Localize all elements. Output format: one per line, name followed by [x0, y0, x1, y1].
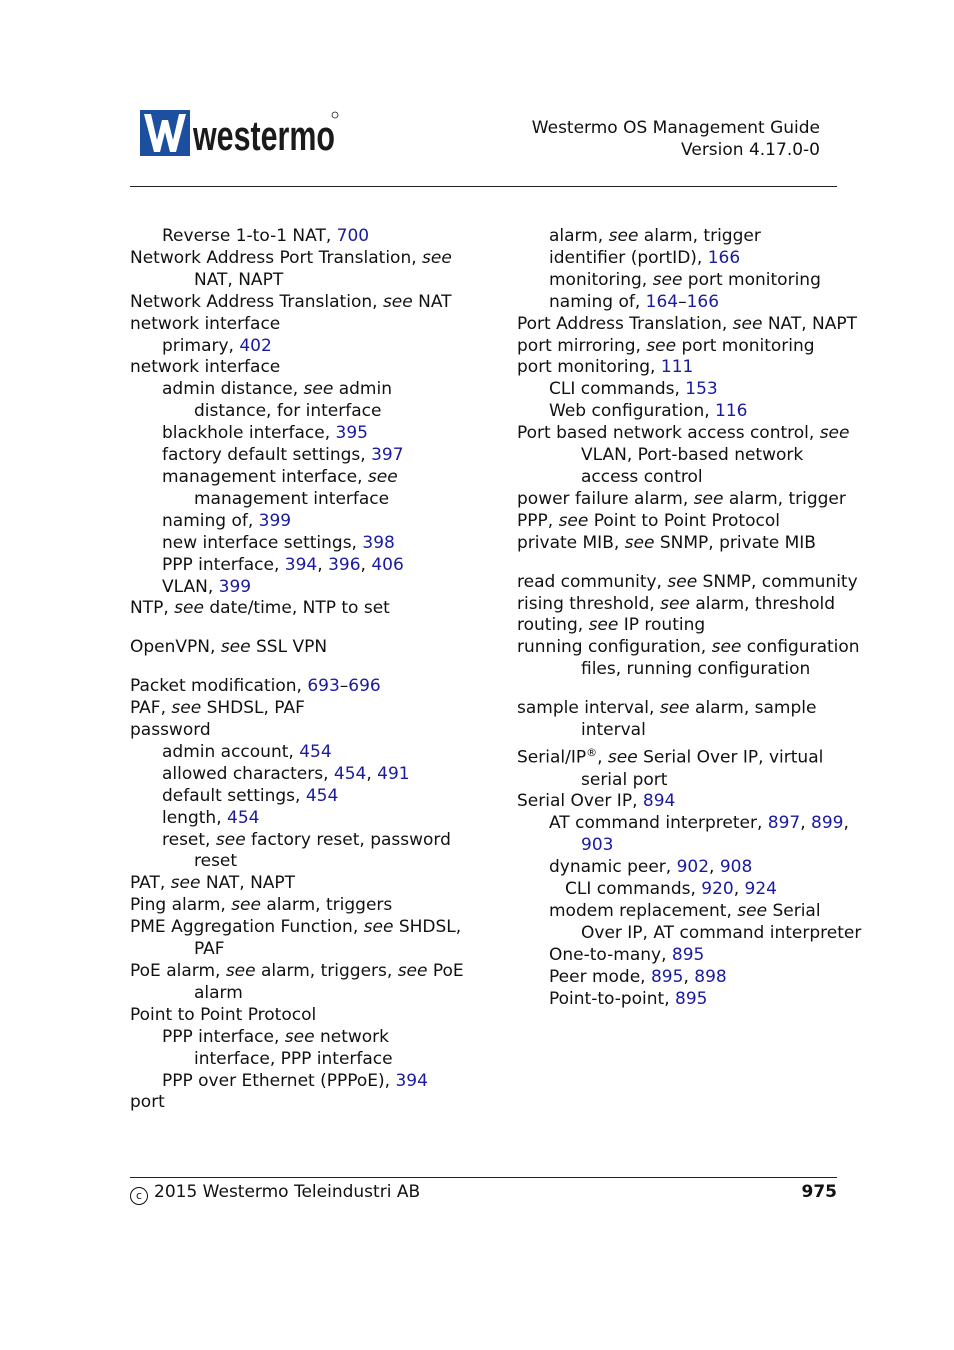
index-entry	[517, 423, 862, 489]
index-entry	[162, 577, 465, 599]
see-reference: see	[363, 917, 394, 938]
index-entry	[130, 676, 465, 698]
page-link[interactable]: 111	[660, 357, 694, 378]
entry-text: One-to-many,	[549, 944, 672, 965]
index-gap	[517, 555, 862, 572]
index-entry	[130, 895, 465, 917]
page-link[interactable]: 153	[685, 379, 718, 400]
logo-wordmark: westermo	[192, 112, 335, 159]
entry-text: Point-to-point,	[549, 988, 676, 1009]
entry-text: private MIB,	[517, 532, 625, 553]
entry-text: NAT	[412, 291, 452, 312]
see-reference: see	[367, 466, 398, 487]
copyright-text: 2015 Westermo Teleindustri AB	[154, 1182, 421, 1202]
entry-text: routing,	[517, 615, 589, 636]
entry-text: Port Address Translation,	[517, 313, 733, 334]
entry-text: read community,	[517, 571, 668, 592]
guide-title: Westermo OS Management Guide	[531, 118, 820, 138]
index-gap	[517, 681, 862, 698]
entry-text: port	[130, 1092, 165, 1113]
page-link[interactable]: 116	[715, 401, 748, 422]
page-link[interactable]: 394	[284, 554, 318, 575]
entry-text: –	[678, 291, 687, 312]
see-reference: see	[737, 900, 768, 921]
index-entry	[130, 1092, 465, 1114]
see-reference: see	[422, 247, 452, 268]
index-entry	[517, 511, 862, 533]
index-entry	[549, 945, 862, 967]
entry-text: rising threshold,	[517, 593, 661, 614]
entry-text: ,	[683, 966, 695, 987]
entry-text: management interface	[194, 488, 390, 509]
entry-text: sample interval,	[517, 698, 660, 719]
page-link[interactable]: 895	[650, 966, 684, 987]
see-reference: see	[646, 335, 677, 356]
entry-text: PoE alarm	[194, 961, 464, 1003]
entry-text: date/time, NTP to set	[203, 598, 390, 619]
entry-text: management interface,	[162, 466, 368, 487]
index-entry	[517, 615, 862, 637]
index-entry	[517, 572, 862, 594]
entry-text: PAT,	[130, 873, 171, 894]
entry-text: port monitoring,	[517, 357, 661, 378]
index-entry	[162, 445, 465, 467]
page-link[interactable]: 897	[767, 813, 801, 834]
index-entry	[517, 489, 862, 511]
entry-text: port monitoring	[676, 335, 815, 356]
page-link[interactable]: 394	[395, 1070, 428, 1091]
index-entry	[162, 511, 465, 533]
page-link[interactable]: 406	[371, 554, 404, 575]
see-reference: see	[607, 747, 638, 768]
entry-text: –	[339, 676, 349, 697]
page-link[interactable]: 454	[227, 807, 260, 828]
page-link[interactable]: 399	[218, 576, 252, 597]
see-reference: see	[667, 571, 698, 592]
page-link[interactable]: 696	[348, 676, 381, 697]
entry-text: alarm, trigger	[638, 226, 761, 246]
entry-text: AT command interpreter,	[549, 813, 768, 834]
index-entry	[549, 226, 862, 248]
index-entry	[130, 917, 465, 961]
entry-text: PPP,	[517, 510, 559, 531]
entry-text: modem replacement,	[549, 900, 738, 921]
entry-text: PPP interface,	[162, 554, 285, 575]
page-link[interactable]: 402	[239, 335, 272, 356]
index-entry	[130, 598, 465, 620]
page-link[interactable]: 398	[362, 532, 395, 553]
guide-version: Version 4.17.0-0	[681, 140, 820, 160]
entry-text: NAT, NAPT	[762, 313, 858, 334]
entry-text: password	[130, 720, 211, 741]
index-entry	[162, 555, 465, 577]
see-reference: see	[215, 829, 246, 850]
index-entry	[517, 336, 862, 358]
entry-text: NTP,	[130, 598, 175, 619]
see-reference: see	[303, 379, 334, 400]
see-reference: see	[624, 532, 655, 553]
index-entry	[130, 720, 465, 742]
entry-text: naming of,	[162, 510, 259, 531]
document-header	[532, 117, 820, 161]
entry-text: alarm, triggers	[260, 895, 393, 916]
index-entry	[549, 401, 862, 423]
see-reference: see	[693, 488, 724, 509]
entry-text: Packet modification,	[130, 676, 308, 697]
entry-text: Reverse 1-to-1 NAT,	[162, 226, 337, 246]
index-entry	[162, 764, 465, 786]
entry-text: Serial Over IP, AT command interpreter	[581, 900, 862, 943]
page-link[interactable]: 399	[258, 510, 292, 531]
see-reference: see	[819, 423, 850, 444]
entry-text: SHDSL, PAF	[201, 698, 305, 719]
index-entry	[517, 637, 862, 681]
index-entry	[162, 742, 465, 764]
page-link[interactable]: 895	[675, 988, 708, 1009]
page-link[interactable]: 395	[335, 423, 368, 444]
entry-text: PAF,	[130, 698, 172, 719]
index-entry	[130, 357, 465, 379]
entry-text: running configuration,	[517, 637, 712, 658]
index-entry	[162, 1071, 465, 1093]
entry-text: PPP interface,	[162, 1026, 285, 1047]
entry-text: CLI commands,	[549, 379, 686, 400]
entry-text: Network Address Translation,	[130, 291, 383, 312]
page-number: 975	[801, 1182, 837, 1202]
entry-text: Web configuration,	[549, 401, 716, 422]
entry-text: alarm, threshold	[689, 593, 836, 614]
index-entry	[162, 423, 465, 445]
index-column-left	[130, 226, 465, 1114]
entry-text: identifier (portID),	[549, 247, 708, 268]
entry-text: Serial/IP	[517, 747, 587, 768]
registered-mark: ®	[586, 745, 598, 759]
index-entry	[549, 248, 862, 270]
entry-text: network interface, PPP interface	[194, 1026, 393, 1069]
page-link[interactable]: 396	[328, 554, 361, 575]
index-entry	[517, 791, 862, 813]
entry-text: Point to Point Protocol	[130, 1004, 317, 1025]
entry-text: monitoring,	[549, 269, 653, 290]
page-link[interactable]: 491	[377, 763, 410, 784]
see-reference: see	[397, 961, 428, 981]
page-link[interactable]: 902	[676, 857, 710, 878]
page-link[interactable]: 920	[701, 879, 734, 900]
index-entry	[162, 1027, 465, 1071]
page-link[interactable]: 898	[694, 966, 727, 987]
index-entry	[162, 226, 465, 248]
page-link[interactable]: 166	[707, 247, 741, 268]
entry-text: VLAN, Port-based network access control	[581, 445, 804, 487]
entry-text: configuration files, running configuration	[581, 637, 860, 680]
page-link[interactable]: 903	[581, 835, 614, 856]
entry-text: admin distance, for interface	[194, 379, 392, 422]
entry-text: allowed characters,	[162, 763, 334, 784]
see-reference: see	[711, 637, 742, 658]
index-entry	[130, 961, 465, 1005]
index-entry	[517, 742, 862, 791]
entry-text: Peer mode,	[549, 966, 651, 987]
page-link[interactable]: 899	[811, 813, 844, 834]
index-entry	[162, 533, 465, 555]
page-link[interactable]: 693	[307, 676, 340, 697]
index-entry	[549, 292, 862, 314]
entry-text: Network Address Port Translation,	[130, 247, 423, 268]
entry-text: blackhole interface,	[162, 423, 336, 444]
page-link[interactable]: 454	[305, 785, 339, 806]
index-entry	[517, 594, 862, 616]
entry-text: admin distance,	[162, 379, 304, 400]
entry-text: ,	[360, 554, 372, 575]
index-gap	[130, 620, 465, 637]
see-reference: see	[225, 961, 256, 981]
entry-text: ,	[733, 879, 745, 900]
entry-text: Serial Over IP,	[517, 791, 643, 812]
entry-text: SSL VPN	[250, 637, 328, 658]
entry-text: ,	[597, 747, 608, 768]
page-link[interactable]: 908	[719, 857, 753, 878]
see-reference: see	[608, 226, 639, 246]
page-link[interactable]: 700	[336, 226, 370, 246]
see-reference: see	[174, 598, 204, 619]
index-entry	[162, 467, 465, 511]
entry-text: power failure alarm,	[517, 488, 694, 509]
entry-text: PME Aggregation Function,	[130, 917, 364, 938]
entry-text: Point to Point Protocol	[588, 510, 780, 531]
index-entry	[130, 314, 465, 336]
see-reference: see	[659, 698, 690, 719]
see-reference: see	[732, 313, 763, 334]
see-reference: see	[382, 291, 413, 312]
entry-text: NAT, NAPT	[194, 269, 284, 290]
entry-text: length,	[162, 807, 227, 828]
see-reference: see	[231, 895, 261, 916]
page-link[interactable]: 454	[299, 741, 332, 762]
westermo-logo	[140, 110, 340, 159]
entry-text: factory reset, password reset	[194, 829, 451, 872]
index-entry	[549, 270, 862, 292]
index-entry	[162, 830, 465, 874]
entry-text: ,	[709, 857, 720, 878]
index-entry	[130, 292, 465, 314]
entry-text: SNMP, community	[697, 571, 858, 592]
entry-text: network interface	[130, 357, 281, 378]
see-reference: see	[284, 1026, 315, 1047]
index-entry	[549, 813, 862, 857]
entry-text: factory default settings,	[162, 445, 372, 466]
index-entry	[162, 808, 465, 830]
entry-text: port monitoring	[682, 269, 821, 290]
entry-text: default settings,	[162, 785, 306, 806]
entry-text: ,	[317, 554, 329, 575]
see-reference: see	[171, 698, 202, 719]
index-entry	[549, 989, 862, 1011]
footer-divider	[130, 1177, 837, 1178]
entry-text: ,	[843, 813, 849, 834]
entry-text: OpenVPN,	[130, 637, 221, 658]
entry-text: Port based network access control,	[517, 423, 820, 444]
entry-text: naming of,	[549, 291, 646, 312]
entry-text: primary,	[162, 335, 240, 356]
see-reference: see	[652, 269, 683, 290]
see-reference: see	[558, 510, 589, 531]
index-entry	[549, 901, 862, 945]
entry-text: PoE alarm,	[130, 961, 226, 981]
entry-text: SHDSL, PAF	[194, 917, 462, 960]
page-link[interactable]: 164	[645, 291, 679, 312]
index-gap	[130, 659, 465, 676]
entry-text: new interface settings,	[162, 532, 363, 553]
index-entry	[549, 967, 862, 989]
entry-text: alarm, triggers,	[255, 961, 398, 981]
page-link[interactable]: 454	[333, 763, 367, 784]
index-entry	[130, 873, 465, 895]
entry-text: ,	[800, 813, 812, 834]
entry-text: SNMP, private MIB	[654, 532, 816, 553]
index-entry	[130, 248, 465, 292]
entry-text: Serial Over IP, virtual serial port	[581, 747, 824, 790]
copyright-notice	[130, 1182, 420, 1205]
page-link[interactable]: 397	[371, 445, 404, 466]
index-entry	[130, 1005, 465, 1027]
entry-text: admin account,	[162, 741, 300, 762]
page-link[interactable]: 894	[642, 791, 676, 812]
entry-text: alarm,	[549, 226, 609, 246]
index-entry	[162, 786, 465, 808]
index-entry	[130, 698, 465, 720]
index-entry	[162, 336, 465, 358]
entry-text: alarm, trigger	[723, 488, 846, 509]
index-entry	[517, 314, 862, 336]
index-entry	[162, 379, 465, 423]
entry-text: Ping alarm,	[130, 895, 232, 916]
entry-text: port mirroring,	[517, 335, 647, 356]
header-divider	[130, 186, 837, 187]
entry-text: network interface	[130, 313, 281, 334]
see-reference: see	[588, 615, 619, 636]
index-entry	[549, 857, 862, 879]
see-reference: see	[660, 593, 690, 614]
copyright-icon: c	[130, 1187, 148, 1205]
entry-text: alarm, sample interval	[581, 698, 817, 741]
entry-text: IP routing	[618, 615, 706, 636]
index-entry	[130, 637, 465, 659]
entry-text: dynamic peer,	[549, 857, 677, 878]
entry-text: CLI commands,	[565, 879, 702, 900]
index-entry	[517, 698, 862, 742]
page-link[interactable]: 166	[686, 291, 720, 312]
entry-text: NAT, NAPT	[200, 873, 296, 894]
see-reference: see	[170, 873, 201, 894]
entry-text: VLAN,	[162, 576, 219, 597]
entry-text: ,	[366, 763, 378, 784]
index-column-right	[517, 226, 862, 1010]
entry-text: reset,	[162, 829, 216, 850]
page-link[interactable]: 924	[744, 879, 777, 900]
see-reference: see	[220, 637, 251, 658]
page-link[interactable]: 895	[671, 944, 705, 965]
index-entry	[517, 357, 862, 379]
entry-text: PPP over Ethernet (PPPoE),	[162, 1070, 396, 1091]
index-entry	[565, 879, 862, 901]
index-entry	[549, 379, 862, 401]
index-entry	[517, 533, 862, 555]
